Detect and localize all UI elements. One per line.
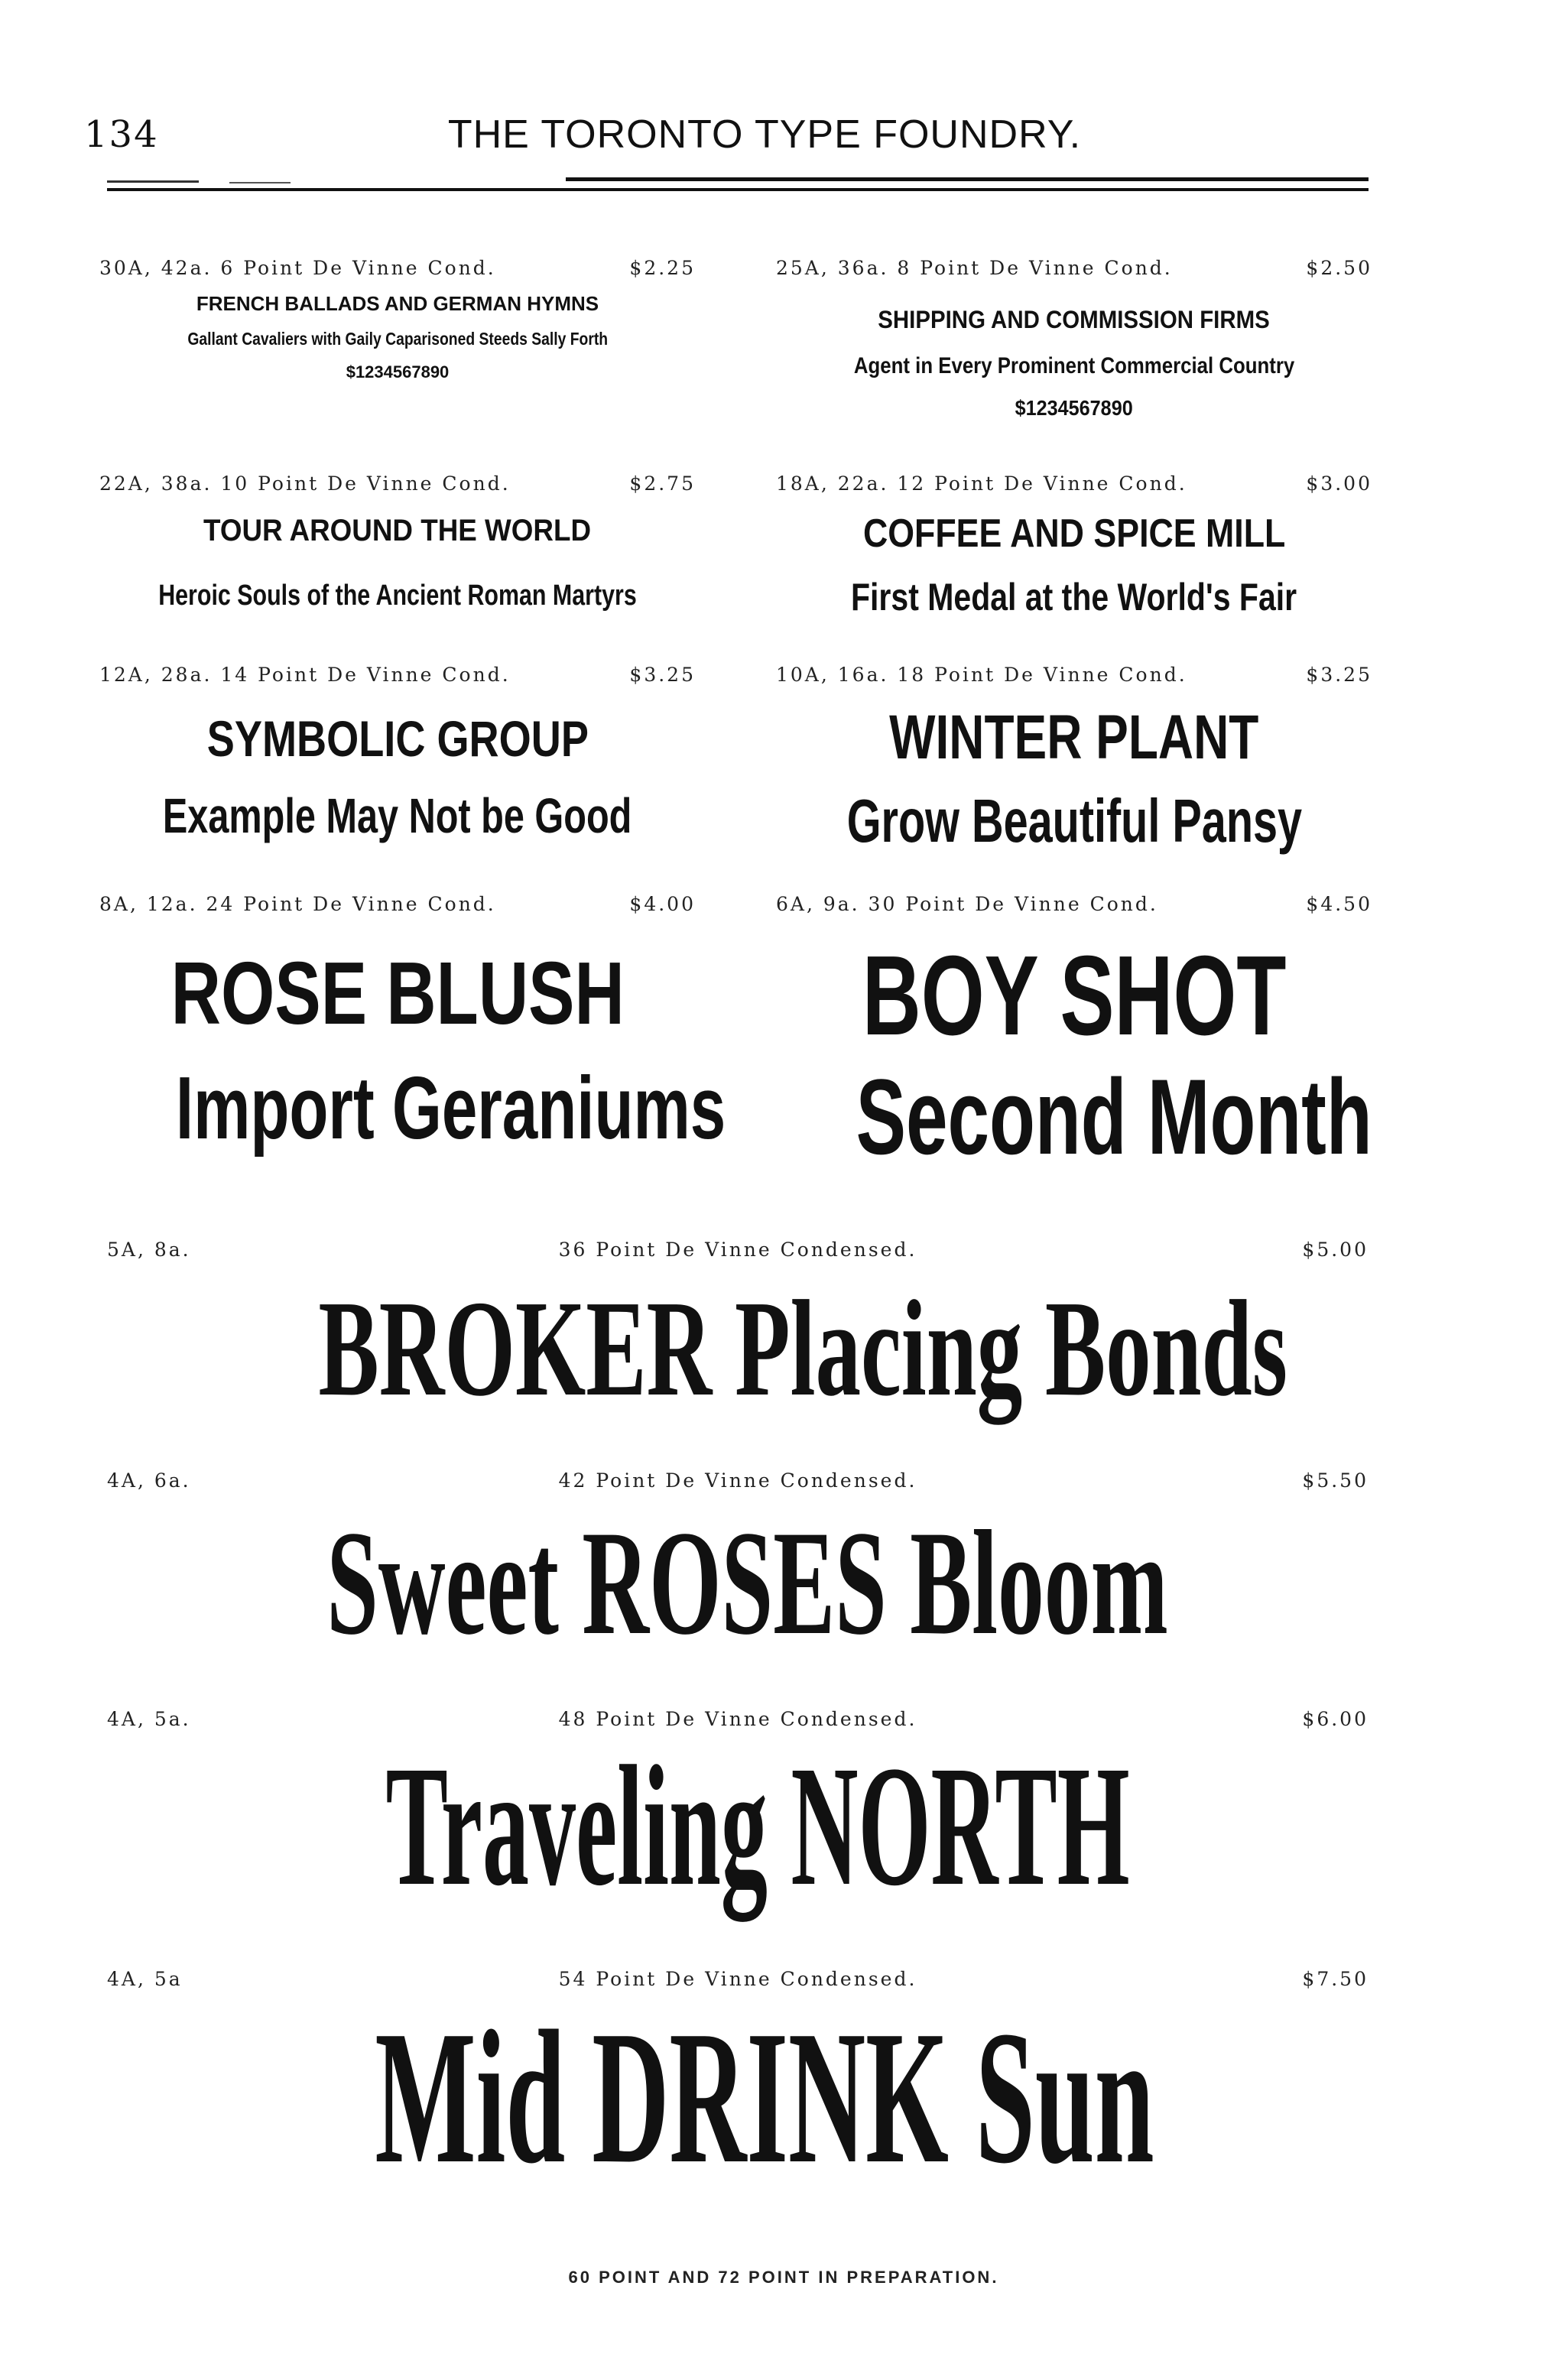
specimen-price: $3.00 <box>1306 472 1372 495</box>
specimen-line: Import Geraniums <box>175 1058 726 1158</box>
specimen-line: FRENCH BALLADS AND GERMAN HYMNS <box>196 292 599 315</box>
specimen-line: $1234567890 <box>1015 396 1134 420</box>
specimen-line: BOY SHOT <box>862 933 1287 1059</box>
specimen-price: $7.50 <box>1302 1968 1369 1990</box>
specimen-12pt <box>776 472 1372 633</box>
specimen-price: $5.50 <box>1302 1469 1369 1492</box>
specimen-meta <box>99 472 696 503</box>
specimen-54pt-line: Mid DRINK Sun <box>375 1992 1154 2203</box>
specimen-fonts-size: 30A, 42a. 6 Point De Vinne Cond. <box>99 257 496 279</box>
specimen-line: Gallant Cavaliers with Gaily Caparisoned Steeds Sally Forth <box>187 329 608 349</box>
specimen-8pt <box>776 257 1372 433</box>
specimen-size: 48 Point De Vinne Condensed. <box>558 1708 917 1730</box>
specimen-meta <box>776 257 1372 287</box>
specimen-meta <box>99 257 696 287</box>
specimen-price: $5.00 <box>1302 1239 1369 1261</box>
specimen-price: $3.25 <box>1306 664 1372 686</box>
specimen-10pt <box>99 472 696 633</box>
specimen-42pt-line: Sweet ROSES Bloom <box>326 1500 1168 1666</box>
header-rule-short <box>107 180 199 183</box>
specimen-size: 42 Point De Vinne Condensed. <box>558 1469 917 1492</box>
specimen-42pt-meta <box>107 1469 1369 1500</box>
page-title: THE TORONTO TYPE FOUNDRY. <box>447 112 1082 157</box>
specimen-36pt-meta <box>107 1239 1369 1269</box>
specimen-fonts-size: 12A, 28a. 14 Point De Vinne Cond. <box>99 664 511 686</box>
specimen-line: Example May Not be Good <box>163 788 632 843</box>
specimen-line: Grow Beautiful Pansy <box>846 787 1302 855</box>
specimen-price: $2.75 <box>629 472 696 495</box>
specimen-line: SYMBOLIC GROUP <box>206 710 589 767</box>
specimen-30pt <box>776 893 1372 1184</box>
specimen-fonts-size: 18A, 22a. 12 Point De Vinne Cond. <box>776 472 1187 495</box>
specimen-line: Heroic Souls of the Ancient Roman Martyrs <box>158 580 637 612</box>
specimen-fonts-size: 22A, 38a. 10 Point De Vinne Cond. <box>99 472 511 495</box>
specimen-6pt <box>99 257 696 425</box>
page-number: 134 <box>84 113 159 156</box>
header-rule-upper <box>566 177 1369 181</box>
specimen-meta <box>99 664 696 694</box>
specimen-line: TOUR AROUND THE WORLD <box>203 514 592 547</box>
specimen-fonts: 4A, 5a. <box>107 1708 191 1730</box>
footer-note: 60 POINT AND 72 POINT IN PREPARATION. <box>568 2268 999 2287</box>
specimen-14pt <box>99 664 696 855</box>
specimen-36pt-line: BROKER Placing Bonds <box>318 1272 1287 1424</box>
header-rule-dash <box>229 182 291 183</box>
specimen-price: $2.50 <box>1306 257 1372 279</box>
specimen-24pt <box>99 893 726 1168</box>
specimen-price: $4.50 <box>1306 893 1372 915</box>
specimen-line: WINTER PLANT <box>889 703 1259 772</box>
specimen-price: $3.25 <box>629 664 696 686</box>
specimen-fonts: 4A, 6a. <box>107 1469 191 1492</box>
specimen-fonts-size: 25A, 36a. 8 Point De Vinne Cond. <box>776 257 1173 279</box>
specimen-48pt-line: Traveling NORTH <box>385 1730 1130 1921</box>
specimen-meta <box>776 472 1372 503</box>
specimen-line: Agent in Every Prominent Commercial Country <box>853 353 1295 378</box>
specimen-line: COFFEE AND SPICE MILL <box>862 511 1286 556</box>
specimen-price: $2.25 <box>629 257 696 279</box>
specimen-fonts: 4A, 5a <box>107 1968 183 1990</box>
specimen-line: ROSE BLUSH <box>170 943 625 1043</box>
specimen-line: Second Month <box>856 1057 1372 1177</box>
specimen-meta <box>776 893 1372 924</box>
specimen-line: $1234567890 <box>346 362 450 382</box>
specimen-18pt <box>776 664 1372 862</box>
specimen-meta <box>776 664 1372 694</box>
specimen-fonts: 5A, 8a. <box>107 1239 191 1261</box>
specimen-size: 36 Point De Vinne Condensed. <box>558 1239 917 1261</box>
specimen-line: First Medal at the World's Fair <box>851 576 1297 619</box>
specimen-price: $6.00 <box>1302 1708 1369 1730</box>
specimen-line: SHIPPING AND COMMISSION FIRMS <box>878 306 1271 333</box>
header-rule-lower <box>107 188 1369 191</box>
specimen-meta <box>99 893 696 924</box>
specimen-fonts-size: 6A, 9a. 30 Point De Vinne Cond. <box>776 893 1158 915</box>
specimen-fonts-size: 8A, 12a. 24 Point De Vinne Cond. <box>99 893 496 915</box>
specimen-price: $4.00 <box>629 893 696 915</box>
specimen-size: 54 Point De Vinne Condensed. <box>558 1968 917 1990</box>
specimen-fonts-size: 10A, 16a. 18 Point De Vinne Cond. <box>776 664 1187 686</box>
